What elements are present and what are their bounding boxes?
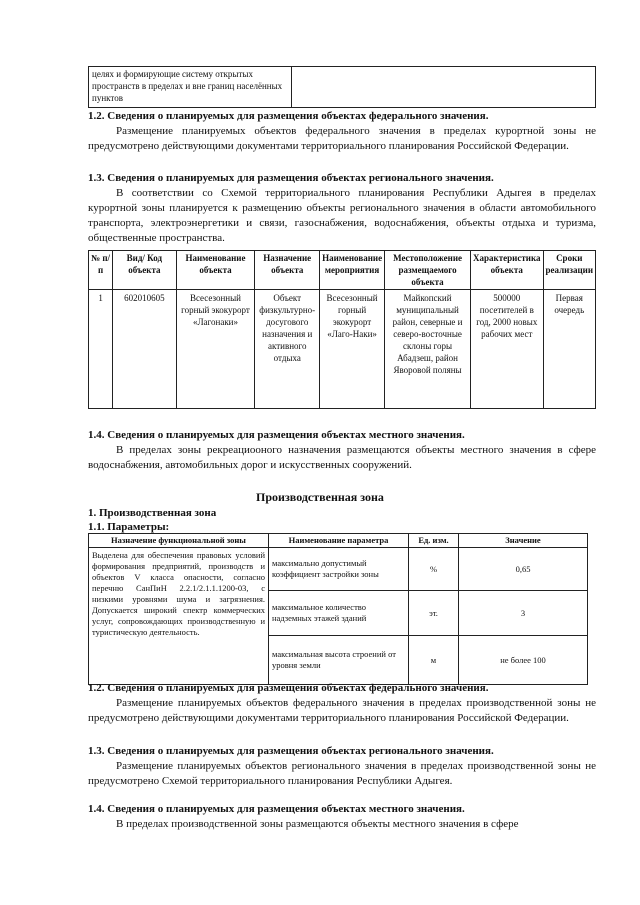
- production-heading-1-2: 1.2. Сведения о планируемых для размещения объектах федерального значения.: [88, 682, 489, 694]
- header-cell: Наименование мероприятия: [320, 251, 385, 290]
- header-cell: Ед. изм.: [409, 534, 459, 548]
- param-value: 0,65: [459, 548, 588, 591]
- header-cell: Характеристика объекта: [471, 251, 543, 290]
- continuation-cell: целях и формирующие систему открытых пространств в пределах и вне границ населённых пунктов: [89, 67, 292, 108]
- table-row: [89, 290, 596, 409]
- header-cell: Вид/ Код объекта: [113, 251, 176, 290]
- header-cell: Назначение функциональной зоны: [89, 534, 269, 548]
- header-cell: Значение: [459, 534, 588, 548]
- param-unit: эт.: [409, 591, 459, 636]
- table-row: [89, 548, 588, 591]
- row-cell: Майкопский муниципальный район, северные и северо-восточные склоны горы Абадзеш, район Яворовой поляны: [385, 290, 471, 409]
- row-cell: Всесезонный горный экокурорт «Лаго-Наки»: [320, 290, 385, 409]
- function-description: Выделена для обеспечения правовых условий формирования предприятий, производств и объектов V класса опасности, согласно перечню СанПиН 2.2.1/2.1.1.1200-03, с низкими уровнями шума и загрязнения. Допускается широкий спектр коммерческих услуг, сопровождающих производственную и туристическую деятельность.: [89, 548, 269, 685]
- parameters-header: [89, 534, 588, 548]
- header-cell: Сроки реализации: [543, 251, 595, 290]
- paragraph-1-4: В пределах зоны рекреациооного назначения размещаются объекты местного значения в сфере водоснабжения, автомобильных дорог и искусственных сооружений.: [88, 444, 596, 471]
- row-cell: 1: [89, 290, 113, 409]
- paragraph-1-3: В соответствии со Схемой территориального планирования Республики Адыгея в пределах курортной зоны планируется к размещению объекты регионального значения в области автомобильного транспорта, электроэнергетики и связи, газоснабжения, водоснабжения, объекты отдыха и туризма, общественные пространства.: [88, 187, 596, 244]
- header-cell: Местоположение размещаемого объекта: [385, 251, 471, 290]
- paragraph-1-2: Размещение планируемых объектов федерального значения в пределах курортной зоны не предусмотрено действующими документами территориального планирования Российской Федерации.: [88, 125, 596, 152]
- regional-objects-table: [88, 250, 596, 409]
- param-name: максимально допустимый коэффициент застройки зоны: [269, 548, 409, 591]
- param-unit: м: [409, 636, 459, 685]
- heading-production-1: 1. Производственная зона: [88, 507, 217, 519]
- param-unit: %: [409, 548, 459, 591]
- param-name: максимальная высота строений от уровня земли: [269, 636, 409, 685]
- param-value: 3: [459, 591, 588, 636]
- row-cell: 602010605: [113, 290, 176, 409]
- header-cell: Наименование параметра: [269, 534, 409, 548]
- production-parameters-table: [88, 533, 588, 685]
- continuation-empty-cell: [292, 67, 596, 108]
- heading-1-2: 1.2. Сведения о планируемых для размещения объектах федерального значения.: [88, 110, 489, 122]
- production-heading-1-4: 1.4. Сведения о планируемых для размещения объектах местного значения.: [88, 803, 465, 815]
- production-heading-1-3: 1.3. Сведения о планируемых для размещения объектах регионального значения.: [88, 745, 494, 757]
- param-name: максимальное количество надземных этажей зданий: [269, 591, 409, 636]
- continuation-table: [88, 66, 596, 108]
- heading-1-4: 1.4. Сведения о планируемых для размещения объектах местного значения.: [88, 429, 465, 441]
- param-value: не более 100: [459, 636, 588, 685]
- heading-production-1-1: 1.1. Параметры:: [88, 521, 170, 533]
- production-zone-title: Производственная зона: [256, 490, 384, 504]
- row-cell: Объект физкультурно-досугового назначения и активного отдыха: [255, 290, 320, 409]
- header-cell: Наименование объекта: [176, 251, 255, 290]
- production-paragraph-1-2: Размещение планируемых объектов федерального значения в пределах производственной зоны не предусмотрено действующими документами территориального планирования Российской Федерации.: [88, 697, 596, 724]
- row-cell: Первая очередь: [543, 290, 595, 409]
- regional-table-header: [89, 251, 596, 290]
- header-cell: Назначение объекта: [255, 251, 320, 290]
- production-paragraph-1-3: Размещение планируемых объектов регионального значения в пределах производственной зоны не предусмотрено Схемой территориального планирования Республики Адыгея.: [88, 760, 596, 787]
- production-paragraph-1-4: В пределах производственной зоны размещаются объекты местного значения в сфере: [116, 818, 519, 830]
- row-cell: Всесезонный горный экокурорт «Лагонаки»: [176, 290, 255, 409]
- row-cell: 500000 посетителей в год, 2000 новых рабочих мест: [471, 290, 543, 409]
- header-cell: № п/п: [89, 251, 113, 290]
- heading-1-3: 1.3. Сведения о планируемых для размещения объектах регионального значения.: [88, 172, 494, 184]
